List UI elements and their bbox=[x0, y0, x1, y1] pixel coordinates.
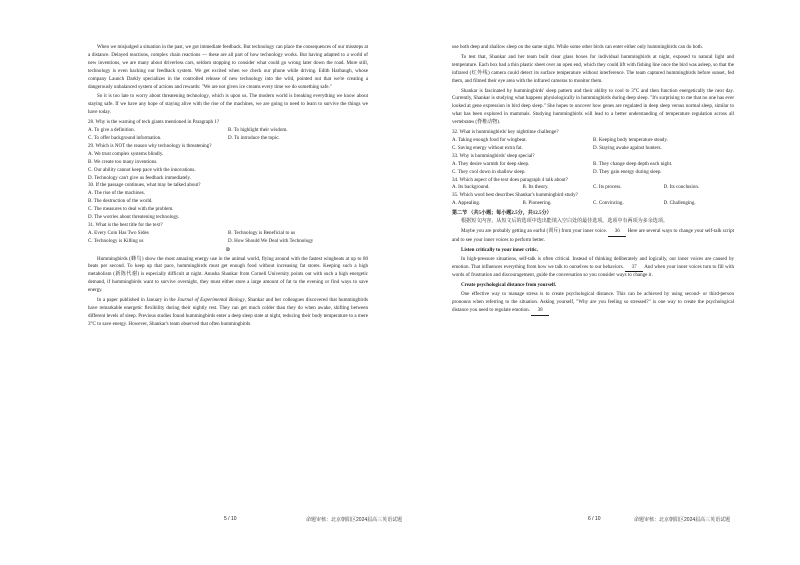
cloze-heading-1: Listen critically to your inner critic. bbox=[461, 246, 538, 253]
option: D. They gain energy during sleep. bbox=[593, 168, 662, 175]
option: B. The destruction of the world. bbox=[88, 198, 153, 205]
question-29-options bbox=[88, 151, 368, 183]
passage-d-paragraph-3: use both deep and shallow sleep on the same night. While some other birds can enter either only hummingbirds can do both. bbox=[452, 44, 703, 50]
section-2-instructions: 根据短文内容，从短文后的选项中选出能填入空白处的最佳选项。选项中有两项为多余选项。 bbox=[461, 218, 668, 225]
option: A. Taking enough food for wingbeat. bbox=[452, 136, 527, 143]
cloze-paragraph-2: In high-pressure situations, self-talk is often critical. Instead of thinking deliberately and logically, our inner voices are caused by emotion. That influences everything from how we talk to ourselves to our behaviors. 37 And when your inner voices turn to fill with words of frustration and discouragement, guide the conversation so you consider ways to change it. bbox=[452, 255, 734, 279]
section-2-heading: 第二节 （共5小题；每小题2.5分，共12.5分） bbox=[452, 210, 552, 217]
option: A. Its background. bbox=[452, 184, 490, 191]
right-page-number: 6 / 10 bbox=[588, 516, 601, 522]
right-footer: 命题审核：北京朝阳区2024届高三英语试题 bbox=[634, 517, 731, 523]
option: B. Its theory. bbox=[522, 184, 549, 191]
cloze-heading-2: Create psychological distance from yourself. bbox=[461, 282, 557, 289]
option: A. The rise of the machines. bbox=[88, 190, 145, 197]
option: D. Staying awake against hunters. bbox=[593, 144, 662, 151]
question-31: 31. What is the best title for the text? bbox=[88, 221, 163, 228]
option: C. Our ability cannot keep pace with the innovations. bbox=[88, 166, 196, 173]
option: D. To introduce the topic. bbox=[228, 134, 280, 141]
option: C. To offer background information. bbox=[88, 134, 162, 141]
option: B. Pioneering. bbox=[522, 200, 552, 207]
left-footer: 命题审核：北京朝阳区2024届高三英语试题 bbox=[306, 517, 403, 523]
question-33: 33. Why is hummingbirds' sleep special? bbox=[452, 152, 535, 159]
question-30-options bbox=[88, 190, 368, 222]
option: C. Its process. bbox=[593, 184, 622, 191]
left-page bbox=[88, 44, 368, 331]
option: B. They change sleep depth each night. bbox=[593, 160, 673, 167]
option: B. Technology is Beneficial to us bbox=[228, 229, 296, 236]
option: D. Challenging. bbox=[663, 200, 696, 207]
passage-d-letter: D bbox=[226, 246, 230, 253]
question-32: 32. What is hummingbirds' key nighttime challenge? bbox=[452, 129, 559, 136]
option: C. They cool down in shallow sleep. bbox=[452, 168, 526, 175]
question-33-options bbox=[452, 161, 734, 177]
option: C. The measures to deal with the problem. bbox=[88, 206, 174, 213]
blank-36: 36 bbox=[608, 228, 626, 237]
question-31-options bbox=[88, 230, 368, 246]
question-29: 29. Which is NOT the reason why technology is threatening? bbox=[88, 142, 212, 149]
passage-c-paragraph-1: When we misjudged a situation in the past, we got immediate feedback. But technology can place the consequences of our missteps at a distance. Delayed reactions, complex chain reactions — these are all part of how technology works. But having adapted to a world of new inventions, we are many about driverless cars, seldom stopping to consider what could go wrong later down the road. More still, technology is even hacking our feedback system. We get excited when we check our phone while driving. Edith Harbaugh, whose company Launch Darkly specializes in the controlled release of new technology into the wild, pointed out that we're creating a dangerously unbalanced system of actions and rewards: "We are not given ice creams every time we do something safe." bbox=[88, 44, 368, 90]
question-35-options bbox=[452, 200, 734, 208]
option: B. Keeping body temperature steady. bbox=[593, 136, 668, 143]
option: D. How Should We Deal with Technology bbox=[228, 237, 314, 244]
question-28: 28. Why is the warning of tech giants mentioned in Paragraph 1? bbox=[88, 119, 220, 126]
passage-d-paragraph-2: In a paper published in January in the Journal of Experimental Biology, Shankar and her colleagues discovered that hummingbirds have remarkable energetic flexibility during their nightly rest. They can get much colder than they do when awake, shifting between different levels of sleep. Previous studies found hummingbirds enter a deep sleep state at night, reducing their body temperature to a mere 3°C to save energy. However, Shankar's team observed that often hummingbirds bbox=[88, 297, 368, 327]
passage-d-paragraph-5: Shankar is fascinated by hummingbirds' sleep pattern and their ability to cool to 3°C and then function energetically the next day. Currently, Shankar is studying what happens physiologically in hummingbirds during deep sleep. "It's surprising to me that no one has ever looked at gene expression in bird deep sleep." She hopes to uncover how genes are regulated in deep sleep versus normal sleep, similar to what has been explored in mammals. Studying hummingbirds will lead to a better understanding of temperature regulation across all vertebrates (脊椎动物). bbox=[452, 87, 734, 126]
option: B. To highlight their wisdom. bbox=[228, 127, 288, 134]
question-28-options bbox=[88, 127, 368, 143]
option: C. Convincing. bbox=[593, 200, 624, 207]
option: A. Appealing. bbox=[452, 200, 481, 207]
cloze-paragraph-3: One effective way to manage stress is to create psychological distance. This can be achieved by using second- or third-person pronouns when referring to the situation. Asking yourself, "Why are you feeling so stressed?" is one way to create the psychological distance you need to regulate emotion. 38 bbox=[452, 291, 734, 316]
option: D. The worries about threatening technology. bbox=[88, 214, 180, 221]
cloze-paragraph-1: Maybe you are probably getting an earful (训斥) from your inner voice. 36 Here are several ways to change your self-talk script and to see your inner voices to perform better. bbox=[452, 227, 735, 243]
blank-37: 37 bbox=[625, 264, 643, 273]
option: D. Its conclusion. bbox=[663, 184, 700, 191]
journal-title: Journal of Experimental Biology bbox=[177, 297, 245, 304]
option: D. Technology can't give us feedback immediately. bbox=[88, 174, 192, 181]
passage-c-paragraph-2: So it is too late to worry about threatening technology, which is upon us. The modern world is breaking everything we know about staying safe. If we have any hope of staying alive with the rise of the machines, we are going to need to learn to survive the things we have today. bbox=[88, 93, 368, 116]
question-34: 34. Which aspect of the text does paragraph 4 talk about? bbox=[452, 176, 568, 183]
option: B. We create too many inventions. bbox=[88, 158, 158, 165]
passage-d-paragraph-1: Hummingbirds (蜂鸟) show the most amazing energy use in the animal world, flying around with the fastest wingbeats at up to 80 beats per second. To keep up that pace, hummingbirds must get enough food without increasing fat stores. Keeping such a high metabolism (新陈代谢) is especially difficult at night. Anusha Shankar from Cornell University points out with such a high energetic demand, if hummingbirds want to survive overnight, they must either store a large amount of fat to the evening or find ways to save energy. bbox=[88, 255, 368, 294]
option: C. Saving energy without extra fat. bbox=[452, 144, 523, 151]
question-34-options bbox=[452, 184, 734, 192]
question-30: 30. If the passage continues, what may be talked about? bbox=[88, 182, 201, 189]
right-page bbox=[452, 44, 734, 318]
option: A. To give a definition. bbox=[88, 127, 135, 134]
option: C. Technology is Killing us bbox=[88, 237, 144, 244]
option: A. We trust complex systems blindly. bbox=[88, 150, 164, 157]
option: A. They desire warmth for deep sleep. bbox=[452, 160, 530, 167]
option: A. Every Coin Has Two Sides bbox=[88, 229, 149, 236]
question-35: 35. Which word best describes Shankar's hummingbird study? bbox=[452, 192, 578, 199]
left-page-number: 5 / 10 bbox=[224, 516, 237, 522]
blank-38: 38 bbox=[531, 307, 549, 316]
passage-d-paragraph-4: To test that, Shankar and her team built clear glass boxes for individual hummingbirds at night, exposed to natural light and temperature. Each box had a thin plastic sheet over an open end, which they could lift with fishing line once the bird was asleep, so that the infrared (红外线) camera could detect its surface temperature without interference. The team captured hummingbirds before sunset, fed them, and filmed their eye area with the infrared cameras to monitor them. bbox=[452, 53, 734, 84]
question-32-options bbox=[452, 137, 734, 153]
